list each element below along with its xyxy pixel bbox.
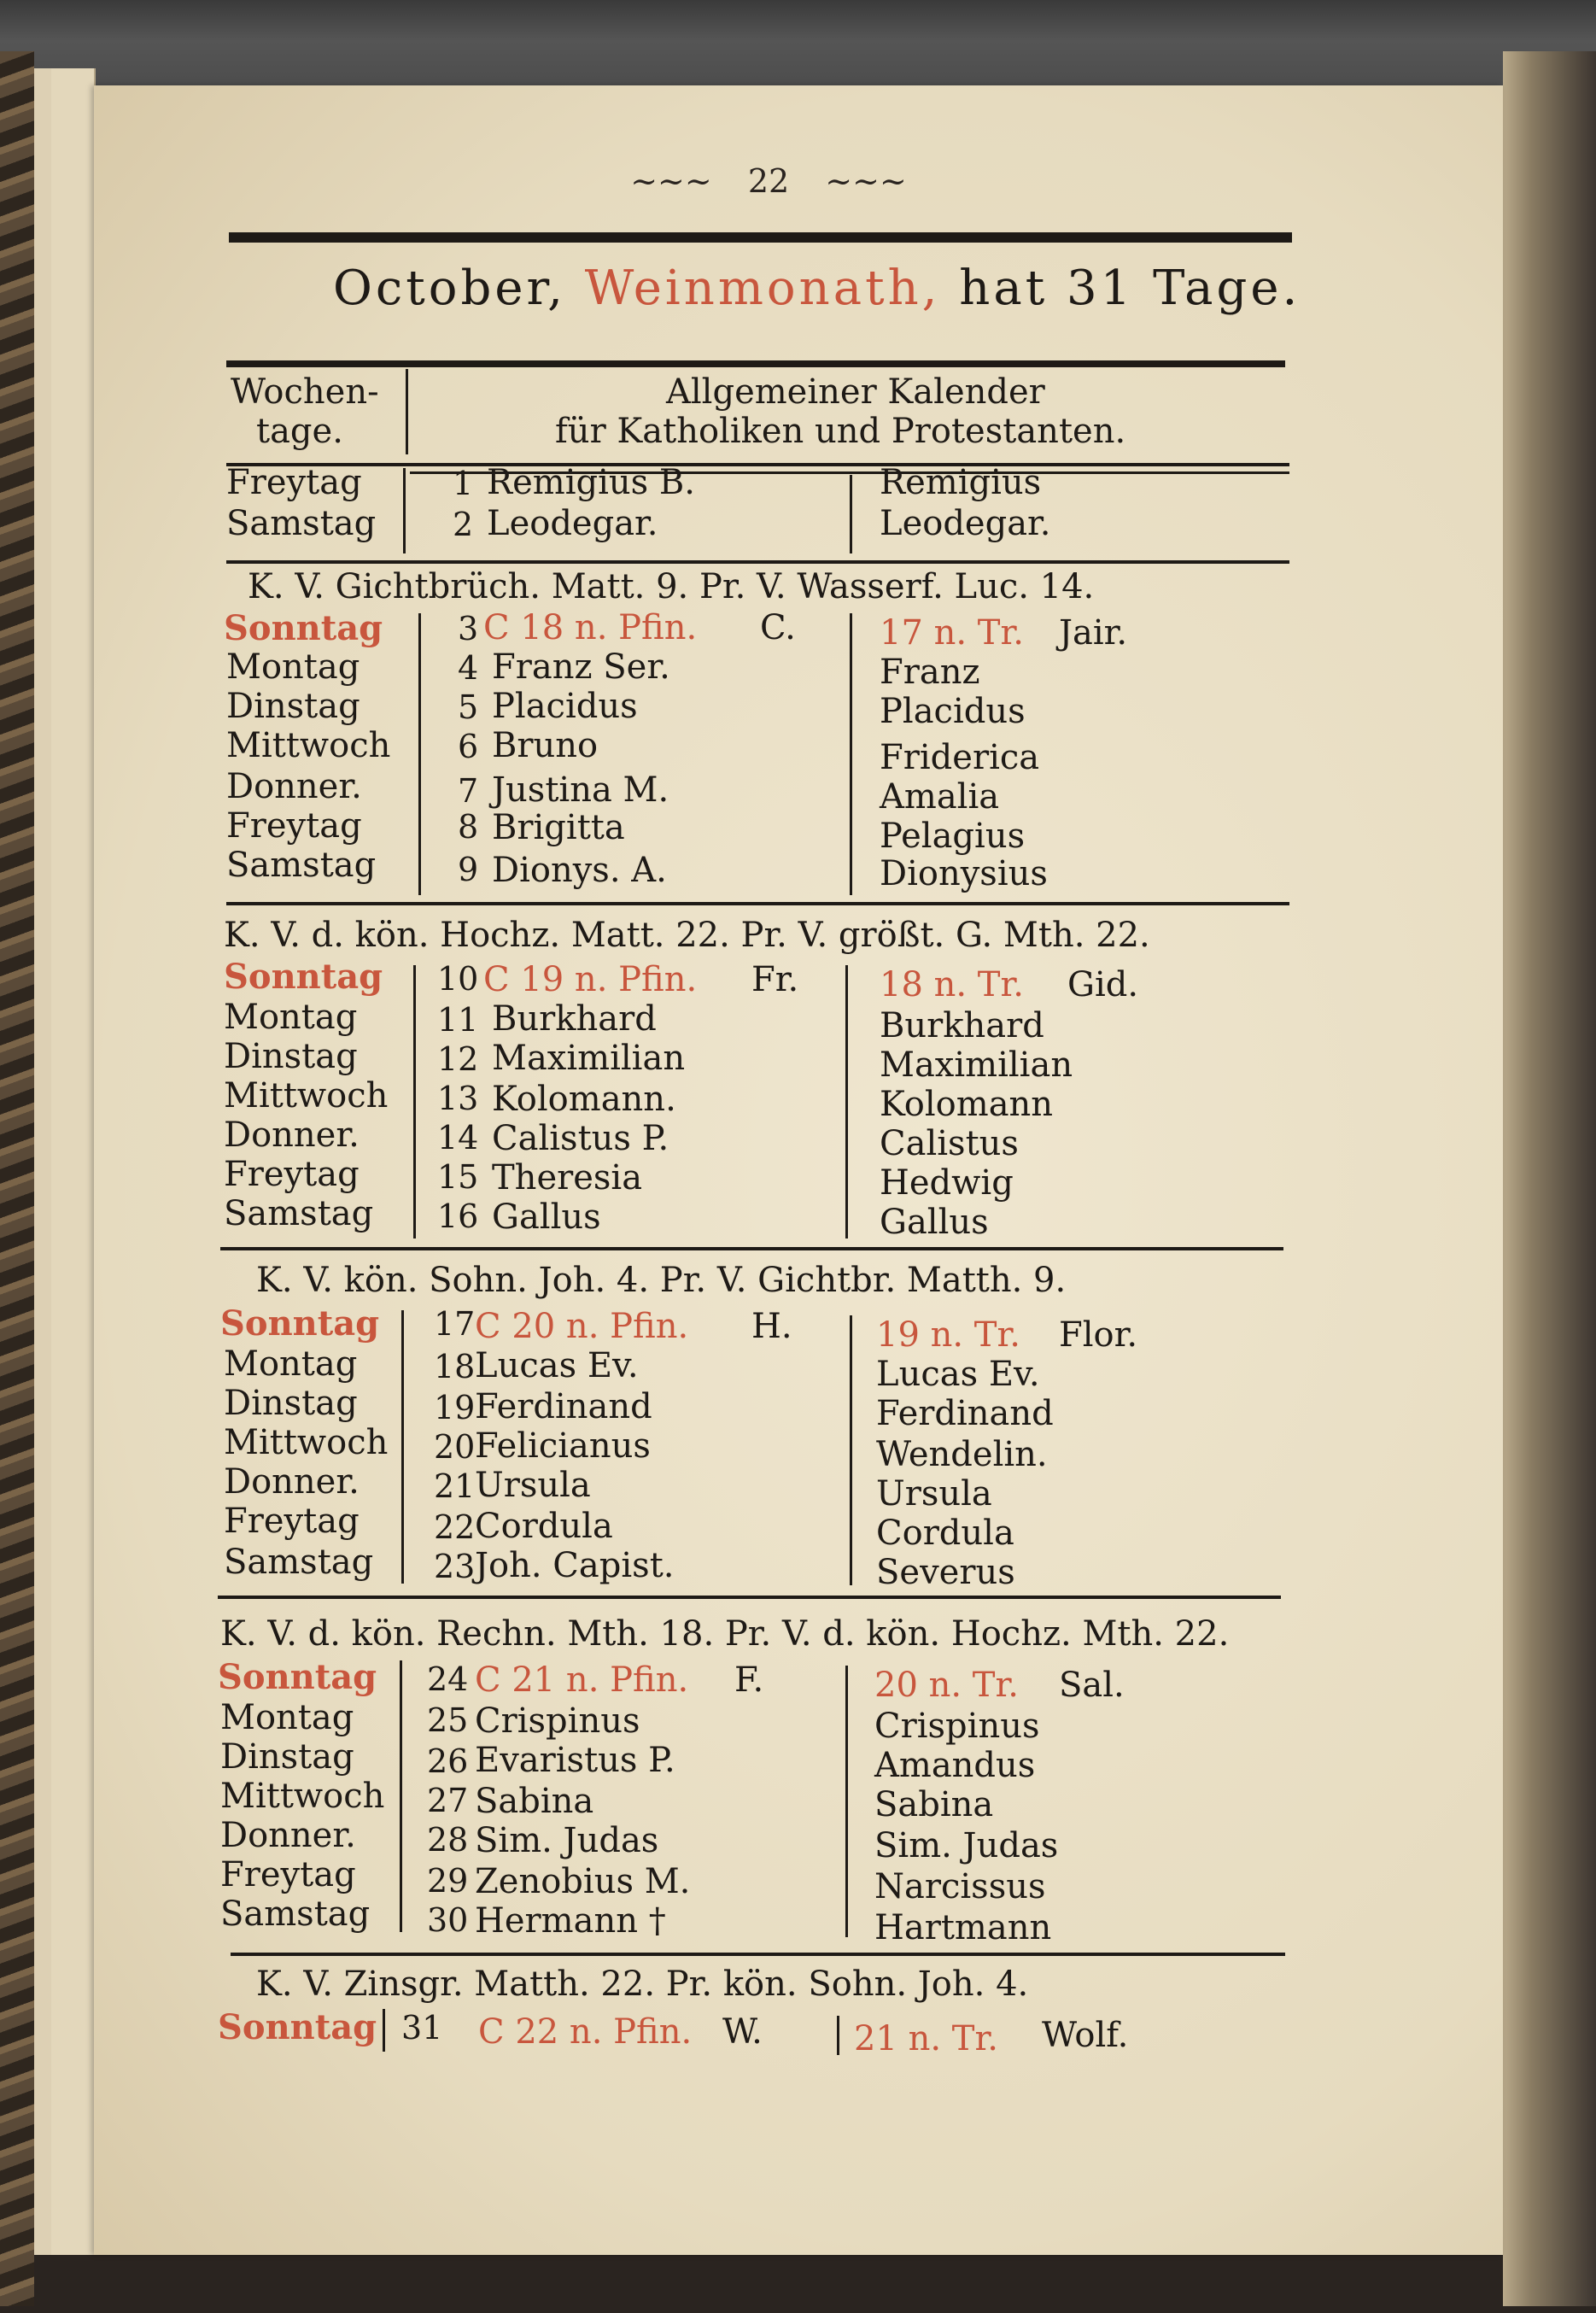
column-divider-right xyxy=(850,1315,852,1585)
catholic-entry: Sim. Judas xyxy=(475,1821,659,1860)
protestant-entry: Gallus xyxy=(880,1203,989,1242)
book-spine-edge xyxy=(0,51,34,2306)
catholic-sunday-red: C 18 n. Pfin. xyxy=(483,608,698,647)
catholic-entry: Theresia xyxy=(492,1158,643,1197)
week-rule xyxy=(218,1596,1281,1599)
day-number: 13 xyxy=(437,1080,479,1117)
week-rule xyxy=(226,902,1289,905)
day-number: 10 xyxy=(437,960,479,998)
day-number: 1 xyxy=(453,465,474,502)
ornament-right: ~~~ xyxy=(825,162,907,200)
weekday: Mittwoch xyxy=(224,1076,389,1116)
day-number: 6 xyxy=(458,728,479,765)
weekday: Mittwoch xyxy=(220,1777,385,1816)
protestant-entry: Remigius xyxy=(880,463,1042,502)
catholic-entry: Maximilian xyxy=(492,1039,686,1078)
protestant-entry: Sim. Judas xyxy=(874,1826,1059,1865)
catholic-entry: Crispinus xyxy=(475,1701,640,1741)
header-bottom-rule xyxy=(226,463,1289,466)
catholic-sunday-red: C 21 n. Pfin. xyxy=(475,1660,689,1700)
day-number: 29 xyxy=(427,1862,469,1900)
day-number: 31 xyxy=(401,2009,443,2047)
catholic-entry: Hermann † xyxy=(475,1901,666,1941)
week-rule xyxy=(220,1247,1283,1250)
protestant-entry: Ursula xyxy=(876,1474,992,1514)
weekday: Montag xyxy=(220,1698,354,1737)
weekday: Dinstag xyxy=(226,687,360,726)
protestant-entry: Leodegar. xyxy=(880,504,1051,543)
weekday: Dinstag xyxy=(220,1737,354,1777)
weekday: Mittwoch xyxy=(224,1423,389,1462)
day-number: 30 xyxy=(427,1901,469,1939)
protestant-sunday-red: 21 n. Tr. xyxy=(854,2019,998,2058)
catholic-entry: Joh. Capist. xyxy=(475,1546,675,1585)
column-divider-right xyxy=(850,475,852,553)
protestant-entry: Jair. xyxy=(1059,613,1128,653)
day-number: 8 xyxy=(458,808,479,846)
day-number: 15 xyxy=(437,1158,479,1196)
month-title-days: hat 31 Tage. xyxy=(959,261,1301,316)
weekday: Freytag xyxy=(226,806,362,846)
catholic-sunday-red: C 19 n. Pfin. xyxy=(483,960,698,999)
page-number-value: 22 xyxy=(747,162,790,200)
weekday: Donner. xyxy=(224,1116,360,1155)
protestant-entry: Amalia xyxy=(880,777,1000,817)
column-header-weekday-2: tage. xyxy=(256,412,343,451)
weekday: Donner. xyxy=(220,1816,356,1855)
catholic-entry: Dionys. A. xyxy=(492,851,667,890)
column-divider-right xyxy=(850,613,852,895)
day-number: 21 xyxy=(434,1467,476,1505)
page-number xyxy=(615,162,922,200)
column-header-calendar-2: für Katholiken und Protestanten. xyxy=(555,412,1126,451)
protestant-entry: Wendelin. xyxy=(876,1435,1048,1474)
protestant-entry: Friderica xyxy=(880,738,1040,777)
protestant-entry: Franz xyxy=(880,653,980,692)
catholic-entry: Bruno xyxy=(492,726,599,765)
day-number: 2 xyxy=(453,506,474,543)
day-number: 19 xyxy=(434,1389,476,1426)
weekday: Freytag xyxy=(226,463,362,502)
day-number: 4 xyxy=(458,649,479,687)
day-number: 28 xyxy=(427,1821,469,1859)
day-number: 3 xyxy=(458,610,479,647)
weekday: Montag xyxy=(224,998,358,1037)
weekday: Freytag xyxy=(224,1155,360,1194)
catholic-sunday-red: C 20 n. Pfin. xyxy=(475,1307,689,1346)
column-divider-left xyxy=(401,1310,404,1584)
day-number: 22 xyxy=(434,1508,476,1546)
page-stack-inner xyxy=(51,68,96,2255)
catholic-entry: Leodegar. xyxy=(487,504,658,543)
column-divider-left xyxy=(403,468,406,553)
header-divider xyxy=(406,369,408,454)
weekday-sunday: Sonntag xyxy=(224,608,383,648)
day-number: 26 xyxy=(427,1742,469,1780)
weekday: Montag xyxy=(226,647,360,687)
weekday: Donner. xyxy=(226,767,362,806)
day-number: 27 xyxy=(427,1782,469,1819)
catholic-entry: Gallus xyxy=(492,1197,601,1237)
protestant-entry: Gid. xyxy=(1067,965,1139,1004)
day-number: 16 xyxy=(437,1197,479,1235)
protestant-entry: Sal. xyxy=(1059,1666,1125,1705)
catholic-entry: Lucas Ev. xyxy=(475,1346,639,1385)
gospel-heading: K. V. Gichtbrüch. Matt. 9. Pr. V. Wasserf. Luc. 14. xyxy=(248,567,1095,606)
catholic-entry: Kolomann. xyxy=(492,1080,676,1119)
protestant-entry: Maximilian xyxy=(880,1045,1073,1085)
protestant-sunday-red: 19 n. Tr. xyxy=(876,1315,1020,1355)
day-number: 9 xyxy=(458,851,479,888)
day-number: 7 xyxy=(458,772,479,810)
month-title-german: Weinmonath, xyxy=(584,261,941,316)
protestant-entry: Crispinus xyxy=(874,1707,1040,1746)
catholic-entry: Placidus xyxy=(492,687,638,726)
day-number: 20 xyxy=(434,1428,476,1466)
protestant-entry: Pelagius xyxy=(880,817,1026,856)
day-number: 11 xyxy=(437,1001,479,1039)
protestant-entry: Wolf. xyxy=(1042,2016,1129,2055)
column-divider-right xyxy=(845,965,848,1238)
weekday: Dinstag xyxy=(224,1037,358,1076)
week-rule xyxy=(226,560,1289,564)
column-divider-left xyxy=(383,2009,385,2052)
weekday: Montag xyxy=(224,1344,358,1384)
protestant-entry: Flor. xyxy=(1059,1315,1138,1355)
protestant-entry: Lucas Ev. xyxy=(876,1355,1040,1394)
ornament-left: ~~~ xyxy=(630,162,712,200)
weekday-sunday: Sonntag xyxy=(218,1657,377,1697)
week-rule xyxy=(231,1953,1285,1956)
protestant-entry: Hedwig xyxy=(880,1163,1014,1203)
catholic-entry: H. xyxy=(751,1307,792,1346)
catholic-entry: Calistus P. xyxy=(492,1119,669,1158)
day-number: 12 xyxy=(437,1040,479,1078)
protestant-entry: Narcissus xyxy=(874,1867,1046,1906)
protestant-entry: Burkhard xyxy=(880,1006,1044,1045)
month-title xyxy=(333,261,1301,316)
gospel-heading: K. V. Zinsgr. Matth. 22. Pr. kön. Sohn. Joh. 4. xyxy=(256,1965,1029,2004)
catholic-entry: Zenobius M. xyxy=(475,1862,691,1901)
weekday-sunday: Sonntag xyxy=(218,2007,377,2047)
weekday: Donner. xyxy=(224,1462,360,1502)
protestant-entry: Ferdinand xyxy=(876,1394,1054,1433)
catholic-entry: Burkhard xyxy=(492,999,657,1039)
catholic-entry: Franz Ser. xyxy=(492,647,670,687)
gospel-heading: K. V. d. kön. Rechn. Mth. 18. Pr. V. d. kön. Hochz. Mth. 22. xyxy=(220,1614,1230,1654)
protestant-entry: Calistus xyxy=(880,1124,1019,1163)
catholic-entry: Felicianus xyxy=(475,1426,651,1466)
catholic-entry: Brigitta xyxy=(492,808,625,847)
protestant-entry: Hartmann xyxy=(874,1908,1052,1947)
protestant-entry: Severus xyxy=(876,1553,1015,1592)
protestant-entry: Kolomann xyxy=(880,1085,1054,1124)
catholic-entry: Evaristus P. xyxy=(475,1741,675,1780)
catholic-entry: Sabina xyxy=(475,1782,594,1821)
protestant-entry: Dionysius xyxy=(880,854,1048,893)
column-divider-left xyxy=(400,1660,402,1932)
protestant-sunday-red: 18 n. Tr. xyxy=(880,965,1024,1004)
protestant-sunday-red: 17 n. Tr. xyxy=(880,613,1024,653)
weekday: Samstag xyxy=(224,1194,374,1233)
day-number: 18 xyxy=(434,1348,476,1385)
weekday-sunday: Sonntag xyxy=(220,1303,380,1344)
protestant-entry: Placidus xyxy=(880,692,1026,731)
column-divider-right xyxy=(845,1666,848,1937)
protestant-entry: Sabina xyxy=(874,1785,994,1824)
column-header-weekday-1: Wochen- xyxy=(231,372,379,412)
catholic-entry: Fr. xyxy=(751,960,799,999)
protestant-sunday-red: 20 n. Tr. xyxy=(874,1666,1019,1705)
gospel-heading: K. V. d. kön. Hochz. Matt. 22. Pr. V. größt. G. Mth. 22. xyxy=(224,916,1150,955)
catholic-sunday-red: C 22 n. Pfin. xyxy=(478,2012,693,2052)
day-number: 14 xyxy=(437,1119,479,1156)
catholic-entry: Ursula xyxy=(475,1466,591,1505)
weekday: Samstag xyxy=(220,1894,371,1934)
weekday-sunday: Sonntag xyxy=(224,957,383,997)
book-right-edge xyxy=(1503,51,1596,2306)
day-number: 25 xyxy=(427,1701,469,1739)
gospel-heading: K. V. kön. Sohn. Joh. 4. Pr. V. Gichtbr. Matth. 9. xyxy=(256,1261,1067,1300)
column-header-calendar-1: Allgemeiner Kalender xyxy=(666,372,1045,412)
weekday: Mittwoch xyxy=(226,726,391,765)
column-divider-right xyxy=(837,2016,839,2055)
catholic-entry: Ferdinand xyxy=(475,1387,652,1426)
month-title-latin: October, xyxy=(333,261,566,316)
day-number: 24 xyxy=(427,1660,469,1698)
catholic-entry: Justina M. xyxy=(492,770,669,810)
catholic-entry: Remigius B. xyxy=(487,463,696,502)
day-number: 23 xyxy=(434,1548,476,1585)
protestant-entry: Amandus xyxy=(874,1746,1036,1785)
header-top-rule xyxy=(226,360,1285,367)
weekday: Samstag xyxy=(226,846,377,885)
protestant-entry: Cordula xyxy=(876,1514,1014,1553)
catholic-entry: W. xyxy=(722,2012,763,2052)
column-divider-left xyxy=(413,965,416,1238)
weekday: Samstag xyxy=(224,1543,374,1582)
weekday: Samstag xyxy=(226,504,377,543)
day-number: 17 xyxy=(434,1305,476,1343)
top-thick-rule xyxy=(229,232,1292,243)
weekday: Freytag xyxy=(220,1855,356,1894)
day-number: 5 xyxy=(458,688,479,726)
weekday: Freytag xyxy=(224,1502,360,1541)
catholic-entry: C. xyxy=(760,608,796,647)
catholic-entry: F. xyxy=(734,1660,764,1700)
catholic-entry: Cordula xyxy=(475,1507,613,1546)
weekday: Dinstag xyxy=(224,1384,358,1423)
column-divider-left xyxy=(418,613,421,895)
